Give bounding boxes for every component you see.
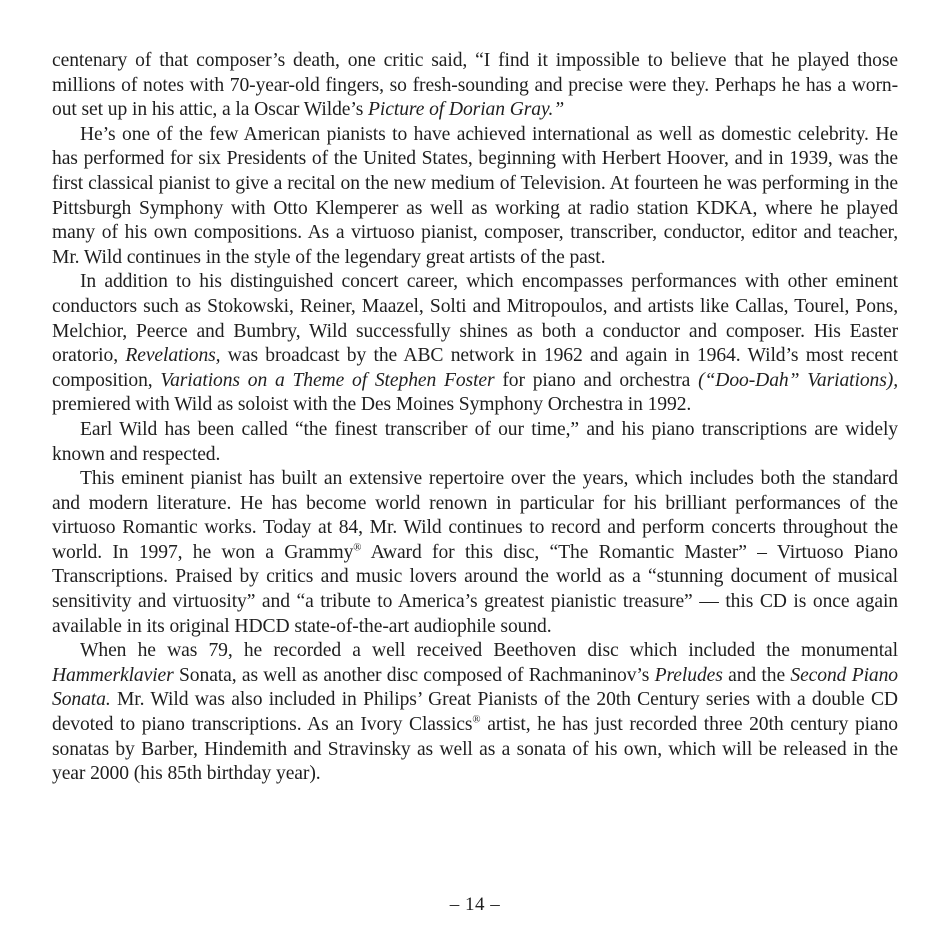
text-segment: Award for this disc, “The Romantic Master” – Virtuoso Piano Transcriptions. Praised by critics and music lovers around the world as a “stunning document of musical sensitivity and virtuosity” and “a tribute to America’s greatest pianistic treasure” — this CD is once again available in its original HDCD state-of-the-art audiophile sound. (52, 541, 898, 637)
italic-text: Revelations, (125, 345, 221, 367)
paragraph-4 (52, 418, 898, 467)
italic-text: Picture of Dorian Gray.” (368, 99, 565, 121)
page-number: – 14 – (449, 894, 501, 915)
italic-text: Hammerklavier (52, 664, 174, 686)
text-segment: He’s one of the few American pianists to have achieved international as well as domestic celebrity. He has performed for six Presidents of the United States, beginning with Herbert Hoover, and in 1939, was the first classical pianist to give a recital on the new medium of Television. At fourteen he was performing in the Pittsburgh Symphony with Otto Klemperer as well as working at radio station KDKA, where he played many of his own compositions. As a virtuoso pianist, composer, transcriber, conductor, editor and teacher, Mr. Wild continues in the style of the legendary great artists of the past. (52, 123, 898, 268)
paragraph-5 (52, 467, 898, 639)
registered-mark: ® (353, 541, 362, 554)
italic-text: Second Piano Sonata. (52, 664, 899, 711)
text-segment: and the (722, 664, 791, 686)
italic-text: (“Doo-Dah” Variations), (698, 369, 898, 391)
text-segment: was broadcast by the ABC network in 1962 and again in 1964. Wild’s most recent composition, (52, 345, 898, 391)
italic-text: Variations on a Theme of Stephen Foster (160, 369, 495, 391)
paragraph-6 (52, 639, 898, 787)
text-segment: When he was 79, he recorded a well received Beethoven disc which included the monumental (80, 640, 898, 662)
paragraph-1 (52, 49, 898, 123)
paragraph-3 (52, 270, 898, 418)
text-segment: This eminent pianist has built an extensive repertoire over the years, which includes both the standard and modern literature. He has become world renown in particular for his brilliant performances of the virtuoso Romantic works. Today at 84, Mr. Wild continues to record and perform concerts throughout the world. In 1997, he won a Grammy (52, 468, 898, 563)
registered-mark: ® (472, 713, 481, 726)
text-segment: Sonata, as well as another disc composed of Rachmaninov’s (173, 664, 655, 686)
text-segment: centenary of that composer’s death, one critic said, “I find it impossible to believe that he played those millions of notes with 70-year-old fingers, so fresh-sounding and precise were they. Perhaps he has a worn-out set up in his attic, a la Oscar Wilde’s (52, 50, 898, 121)
body-text (52, 49, 898, 787)
text-segment: premiered with Wild as soloist with the Des Moines Symphony Orchestra in 1992. (52, 394, 692, 416)
text-segment: Mr. Wild was also included in Philips’ Great Pianists of the 20th Century series with a double CD devoted to piano transcriptions. As an Ivory Classics (52, 689, 898, 736)
text-segment: Earl Wild has been called “the finest transcriber of our time,” and his piano transcriptions are widely known and respected. (52, 418, 898, 465)
text-segment: for piano and orchestra (494, 369, 699, 391)
paragraph-2 (52, 123, 898, 271)
text-segment: artist, he has just recorded three 20th century piano sonatas by Barber, Hindemith and Stravinsky as well as a sonata of his own, which will be released in the year 2000 (his 85th birthday year). (52, 714, 898, 785)
italic-text: Preludes (654, 664, 723, 686)
text-segment: In addition to his distinguished concert career, which encompasses performances with other eminent conductors such as Stokowski, Reiner, Maazel, Solti and Mitropoulos, and artists like Callas, Tourel, Pons, Melchior, Peerce and Bumbry, Wild successfully shines as both a conductor and composer. His Easter oratorio, (52, 271, 898, 367)
